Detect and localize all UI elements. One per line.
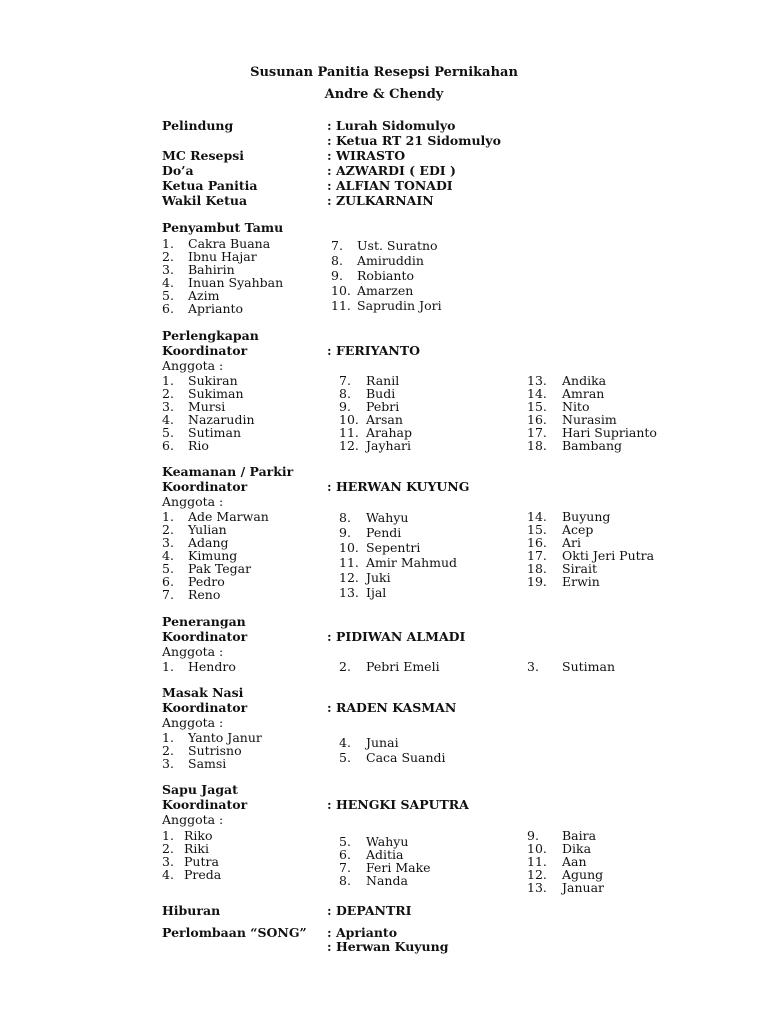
list-item-number: 15.	[527, 522, 547, 537]
list-item-number: 8.	[339, 873, 351, 888]
list-item-name: Wahyu	[366, 510, 409, 525]
list-item-number: 9.	[527, 828, 539, 843]
list-item-name: Inuan Syahban	[188, 275, 284, 290]
list-item-name: Dika	[562, 841, 592, 856]
role-label: Wakil Ketua	[162, 193, 248, 208]
anggota-label: Anggota :	[162, 358, 224, 373]
list-item-name: Junai	[366, 735, 399, 750]
list-item-number: 6.	[339, 847, 351, 862]
list-item-number: 12.	[339, 570, 359, 585]
anggota-label: Anggota :	[162, 715, 224, 730]
list-item-name: Amarzen	[357, 283, 414, 298]
list-item-name: Pebri Emeli	[366, 659, 440, 674]
list-item-name: Erwin	[562, 574, 600, 589]
list-item-number: 1.	[162, 730, 174, 745]
koordinator-value: : PIDIWAN ALMADI	[327, 629, 466, 644]
list-item-name: Rio	[188, 438, 209, 453]
list-item-name: Bahirin	[188, 262, 235, 277]
list-item-name: Sukiran	[188, 373, 238, 388]
perlombaan-value: : Aprianto	[327, 925, 398, 940]
hiburan-value: : DEPANTRI	[327, 903, 412, 918]
list-item-number: 1.	[162, 828, 174, 843]
list-item-number: 16.	[527, 535, 547, 550]
list-item-number: 17.	[527, 548, 547, 563]
list-item-name: Bambang	[562, 438, 622, 453]
list-item-number: 14.	[527, 386, 547, 401]
list-item-number: 12.	[339, 438, 359, 453]
list-item-name: Hendro	[188, 659, 236, 674]
list-item-number: 3.	[162, 854, 174, 869]
koordinator-label: Koordinator	[162, 700, 248, 715]
list-item-number: 9.	[339, 399, 351, 414]
section-heading: Perlengkapan	[162, 328, 259, 343]
anggota-label: Anggota :	[162, 644, 224, 659]
role-label: MC Resepsi	[162, 148, 244, 163]
role-value: : ZULKARNAIN	[327, 193, 434, 208]
list-item-number: 6.	[162, 438, 174, 453]
role-value: : Ketua RT 21 Sidomulyo	[327, 133, 501, 148]
list-item-number: 2.	[339, 659, 351, 674]
list-item-name: Januar	[562, 880, 604, 895]
list-item-number: 10.	[339, 412, 359, 427]
list-item-name: Pebri	[366, 399, 400, 414]
list-item-name: Wahyu	[366, 834, 409, 849]
list-item-name: Budi	[366, 386, 396, 401]
list-item-number: 6.	[162, 301, 174, 316]
role-label: Pelindung	[162, 118, 234, 133]
list-item-number: 11.	[339, 555, 359, 570]
list-item-name: Agung	[562, 867, 604, 882]
list-item-name: Cakra Buana	[188, 236, 271, 251]
list-item-number: 4.	[162, 412, 174, 427]
list-item-name: Preda	[184, 867, 222, 882]
list-item-name: Jayhari	[366, 438, 412, 453]
list-item-name: Juki	[366, 570, 391, 585]
list-item-number: 6.	[162, 574, 174, 589]
list-item-name: Ade Marwan	[188, 509, 269, 524]
list-item-name: Arsan	[366, 412, 403, 427]
list-item-number: 5.	[339, 834, 351, 849]
list-item-name: Amran	[562, 386, 605, 401]
list-item-name: Okti Jeri Putra	[562, 548, 655, 563]
list-item-number: 2.	[162, 743, 174, 758]
role-label: Ketua Panitia	[162, 178, 258, 193]
koordinator-value: : HERWAN KUYUNG	[327, 479, 470, 494]
list-item-name: Yanto Janur	[188, 730, 262, 745]
list-item-number: 3.	[527, 659, 539, 674]
role-value: : WIRASTO	[327, 148, 406, 163]
section-heading: Masak Nasi	[162, 685, 244, 700]
list-item-name: Pedro	[188, 574, 225, 589]
list-item-number: 7.	[331, 238, 343, 253]
list-item-name: Nanda	[366, 873, 408, 888]
list-item-name: Amir Mahmud	[366, 555, 458, 570]
list-item-name: Ari	[562, 535, 582, 550]
list-item-name: Hari Suprianto	[562, 425, 657, 440]
list-item-name: Ibnu Hajar	[188, 249, 257, 264]
list-item-name: Nazarudin	[188, 412, 255, 427]
list-item-number: 7.	[162, 587, 174, 602]
role-value: : ALFIAN TONADI	[327, 178, 453, 193]
list-item-number: 11.	[339, 425, 359, 440]
list-item-name: Sirait	[562, 561, 598, 576]
list-item-number: 11.	[331, 298, 351, 313]
list-item-number: 2.	[162, 386, 174, 401]
list-item-number: 16.	[527, 412, 547, 427]
role-value: : Lurah Sidomulyo	[327, 118, 456, 133]
hiburan-label: Hiburan	[162, 903, 221, 918]
list-item-number: 7.	[339, 373, 351, 388]
koordinator-label: Koordinator	[162, 797, 248, 812]
anggota-label: Anggota :	[162, 812, 224, 827]
list-item-number: 14.	[527, 509, 547, 524]
document-title: Susunan Panitia Resepsi Pernikahan	[250, 65, 518, 80]
koordinator-label: Koordinator	[162, 629, 248, 644]
list-item-name: Azim	[188, 288, 220, 303]
koordinator-value: : HENGKI SAPUTRA	[327, 797, 469, 812]
list-item-name: Baira	[562, 828, 597, 843]
list-item-number: 8.	[339, 510, 351, 525]
list-item-name: Reno	[188, 587, 221, 602]
list-item-number: 3.	[162, 399, 174, 414]
list-item-number: 19.	[527, 574, 547, 589]
list-item-number: 12.	[527, 867, 547, 882]
list-item-number: 4.	[162, 867, 174, 882]
list-item-number: 13.	[527, 373, 547, 388]
list-item-name: Yulian	[188, 522, 227, 537]
section-heading: Penyambut Tamu	[162, 220, 284, 235]
list-item-number: 5.	[162, 288, 174, 303]
list-item-number: 13.	[339, 585, 359, 600]
list-item-name: Nurasim	[562, 412, 617, 427]
list-item-number: 2.	[162, 249, 174, 264]
list-item-number: 3.	[162, 262, 174, 277]
koordinator-value: : RADEN KASMAN	[327, 700, 457, 715]
list-item-name: Saprudin Jori	[357, 298, 442, 313]
list-item-number: 8.	[339, 386, 351, 401]
list-item-number: 2.	[162, 522, 174, 537]
list-item-number: 4.	[162, 275, 174, 290]
perlombaan-value: : Herwan Kuyung	[327, 939, 449, 954]
list-item-name: Feri Make	[366, 860, 431, 875]
section-heading: Penerangan	[162, 614, 246, 629]
list-item-number: 3.	[162, 535, 174, 550]
list-item-number: 10.	[527, 841, 547, 856]
list-item-name: Aprianto	[188, 301, 244, 316]
anggota-label: Anggota :	[162, 494, 224, 509]
list-item-name: Nito	[562, 399, 590, 414]
list-item-number: 8.	[331, 253, 343, 268]
list-item-name: Ust. Suratno	[357, 238, 438, 253]
role-label: Do’a	[162, 163, 194, 178]
list-item-name: Ranil	[366, 373, 400, 388]
list-item-name: Amiruddin	[357, 253, 424, 268]
koordinator-value: : FERIYANTO	[327, 343, 421, 358]
list-item-name: Sukiman	[188, 386, 244, 401]
list-item-number: 1.	[162, 659, 174, 674]
list-item-name: Pak Tegar	[188, 561, 252, 576]
list-item-number: 18.	[527, 561, 547, 576]
list-item-number: 17.	[527, 425, 547, 440]
list-item-name: Aan	[562, 854, 587, 869]
list-item-number: 11.	[527, 854, 547, 869]
list-item-name: Mursi	[188, 399, 226, 414]
role-value: : AZWARDI ( EDI )	[327, 163, 456, 178]
list-item-name: Sutiman	[188, 425, 241, 440]
koordinator-label: Koordinator	[162, 343, 248, 358]
list-item-number: 13.	[527, 880, 547, 895]
list-item-number: 4.	[162, 548, 174, 563]
list-item-name: Riko	[184, 828, 213, 843]
list-item-name: Aditia	[366, 847, 404, 862]
list-item-name: Riki	[184, 841, 209, 856]
list-item-number: 4.	[339, 735, 351, 750]
document-subtitle: Andre & Chendy	[324, 87, 444, 102]
list-item-name: Adang	[188, 535, 229, 550]
section-heading: Sapu Jagat	[162, 782, 238, 797]
list-item-name: Samsi	[188, 756, 227, 771]
list-item-number: 1.	[162, 509, 174, 524]
list-item-number: 18.	[527, 438, 547, 453]
list-item-name: Acep	[562, 522, 594, 537]
list-item-number: 9.	[331, 268, 343, 283]
list-item-name: Kimung	[188, 548, 238, 563]
list-item-name: Andika	[562, 373, 607, 388]
list-item-number: 5.	[339, 750, 351, 765]
list-item-name: Robianto	[357, 268, 414, 283]
list-item-name: Caca Suandi	[366, 750, 446, 765]
list-item-name: Pendi	[366, 525, 402, 540]
list-item-name: Buyung	[562, 509, 611, 524]
list-item-name: Ijal	[366, 585, 387, 600]
section-heading: Keamanan / Parkir	[162, 464, 294, 479]
list-item-number: 5.	[162, 561, 174, 576]
list-item-number: 10.	[339, 540, 359, 555]
list-item-number: 9.	[339, 525, 351, 540]
list-item-number: 5.	[162, 425, 174, 440]
list-item-name: Sutrisno	[188, 743, 242, 758]
list-item-name: Sepentri	[366, 540, 421, 555]
list-item-name: Putra	[184, 854, 219, 869]
perlombaan-label: Perlombaan “SONG”	[162, 925, 307, 940]
list-item-number: 10.	[331, 283, 351, 298]
list-item-name: Sutiman	[562, 659, 615, 674]
list-item-number: 7.	[339, 860, 351, 875]
list-item-number: 15.	[527, 399, 547, 414]
list-item-number: 3.	[162, 756, 174, 771]
list-item-number: 2.	[162, 841, 174, 856]
list-item-number: 1.	[162, 373, 174, 388]
list-item-name: Arahap	[366, 425, 412, 440]
koordinator-label: Koordinator	[162, 479, 248, 494]
list-item-number: 1.	[162, 236, 174, 251]
